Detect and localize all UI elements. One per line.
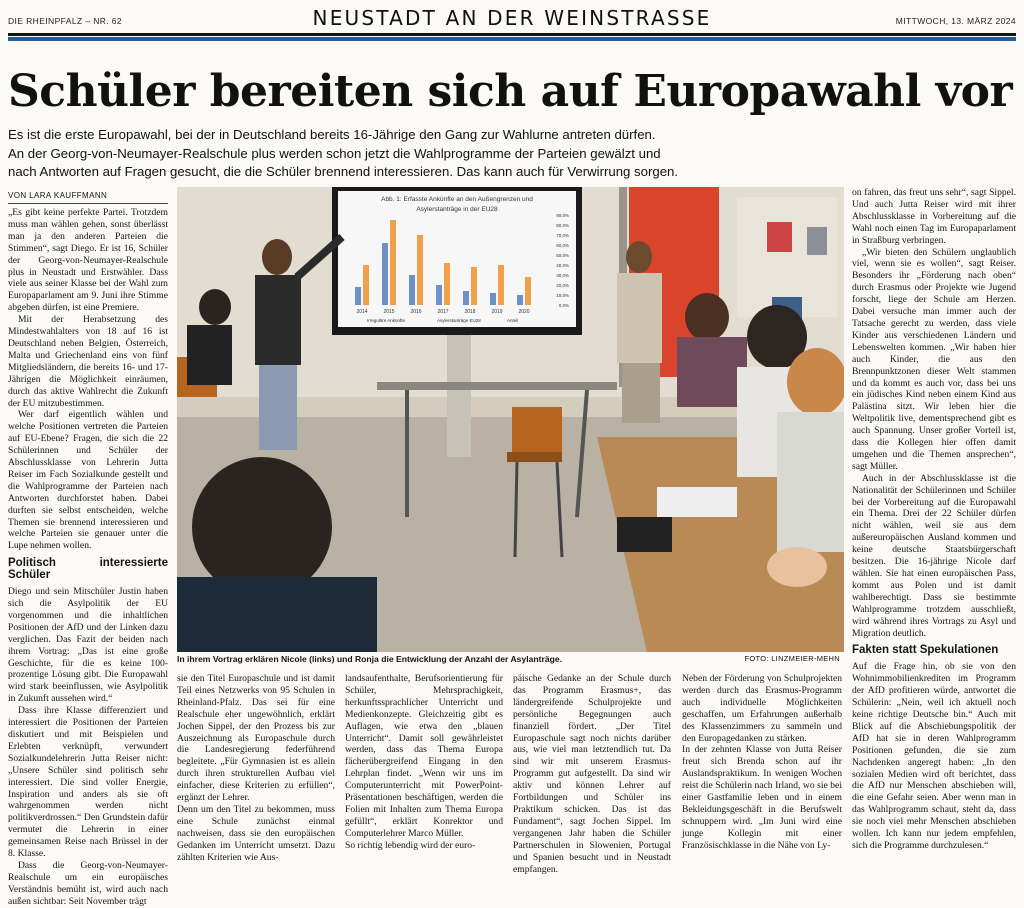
slide-bar — [471, 267, 477, 305]
paragraph: Auf die Frage hin, ob sie von den Wohnimmobilienkrediten im Programm der AfD profitieren würde, antwortet die Schülerin: „Nein, weil ich aktuell noch keine richtige Deutsche bin.“ Auch mit Blick auf die Abschiebungspolitik der AfD hat sie in deren Wahlprogramm Positionen gefunden, die sie zum Nachdenken angeregt haben: „In den sozialen Medien wird oft berichtet, dass die AfD nur Menschen abschieben will, die eine Gefahr seien. Aber wenn man in das Wahlprogramm schaut, steht da, dass sie noch viel mehr Menschen abschieben wollen. Ich kann nur jedem empfehlen, sich die Programme durchzulesen.“ — [852, 661, 1016, 851]
slide-axis-tick: 30,0% — [556, 273, 569, 278]
header-rule — [8, 33, 1016, 36]
newspaper-issue: DIE RHEINPFALZ – NR. 62 — [8, 16, 123, 26]
photo-caption — [177, 654, 844, 664]
slide-bar — [363, 265, 369, 305]
column-bottom-1 — [177, 673, 335, 864]
paragraph: Diego und sein Mitschüler Justin haben sich die Asylpolitik der EU vorgenommen und die inhaltlichen Positionen der AfD und der Linken dazu verglichen. Das Fazit der beiden nach ihrem Vortrag: „Das ist eine große Geschichte, für die es keine 100-prozentige Lösung gibt. Die Europawahl wird stark beeinflussen, wie Asylpolitik in Zukunft aussehen wird.“ — [8, 586, 168, 705]
lead-line: nach Antworten auf Fragen gesucht, die die Schüler brennend interessieren. Das kann auch für Verwirrung sorgen. — [8, 164, 679, 179]
paragraph: Dass ihre Klasse differenziert und interessiert die Positionen der Parteien diskutiert und mit Beispielen und Erlebten verknüpft, verwundert Sozialkundelehrerin Jutta Reiser nicht: „Unsere Schüler sind politisch sehr interessiert. Die sind voller Energie, Inspiration und anders als sie oft wahrgenommen werden nicht politikverdrossen.“ Den Grundstein dafür vermutet die Lehrerin in einer gemeinsamen Reise nach Brüssel in der 8. Klasse. — [8, 705, 168, 860]
lead-paragraph — [8, 126, 768, 182]
section-title: NEUSTADT AN DER WEINSTRASSE — [312, 6, 712, 30]
slide-year-label: 2018 — [464, 309, 476, 315]
slide-axis-tick: 60,0% — [556, 243, 569, 248]
slide-axis-tick: 20,0% — [556, 283, 569, 288]
slide-bar — [498, 265, 504, 305]
paragraph: on fahren, das freut uns sehr“, sagt Sippel. Und auch Jutta Reiser wird mit ihrer Abschlussklasse in Vorbereitung auf die Wahl noch einen Tag im Europaparlament in Straßburg verbringen. — [852, 187, 1016, 246]
slide-bar — [436, 285, 442, 305]
slide-bar — [409, 275, 415, 305]
author-byline: VON LARA KAUFFMANN — [8, 191, 108, 200]
caption-text: In ihrem Vortrag erklären Nicole (links) und Ronja die Entwicklung der Anzahl der Asylanträge. — [177, 654, 563, 664]
issue-date: MITTWOCH, 13. MÄRZ 2024 — [895, 16, 1016, 26]
slide-bar — [525, 277, 531, 305]
slide-year-label: 2015 — [383, 309, 395, 315]
header-accent-rule — [8, 37, 1016, 41]
subheading: Politisch interessierte Schüler — [8, 557, 168, 582]
paragraph: sie den Titel Europaschule und ist damit Teil eines Netzwerks von 95 Schulen in Rheinland-Pfalz. Das sei für eine Realschule eher ungewöhnlich, erklärt Jochen Sippel, der den Prozess bis zur Auszeichnung als Europaschule durch die Landesregierung federführend begleitete. „Für Gymnasien ist es allein durch ihren strukturellen Aufbau viel einfacher, diese Kriterien zu erfüllen“, ergänzt der Lehrer. Denn um den Titel zu bekommen, muss eine Schule zunächst einmal nachweisen, dass sie den europäischen Gedanken im Unterricht umsetzt. Dazu zählten Kriterien wie Aus- — [177, 673, 335, 863]
slide-legend-item: Irreguläre Ankünfte — [367, 318, 406, 323]
slide-axis-tick: 80,0% — [556, 223, 569, 228]
paragraph: landsaufenthalte, Berufsorientierung für Schüler, Mehrsprachigkeit, herkunftssprachlicher Unterricht und Medienkonzepte. Gleichzeitig gibt es Auflagen, wie etwa den „blauen Unterricht“. Damit soll gewährleistet werden, dass das Thema Europa fächerübergreifend Eingang in den Lehrplan findet. „Wenn wir uns im Computerunterricht mit PowerPoint-Präsentationen beschäftigen, werden die Folien mit Inhalten zum Thema Europa gefüllt“, erklärt Konrektor und Computerlehrer Marco Müller. So richtig lebendig wird der euro- — [345, 673, 503, 851]
slide-legend-item: Asylerstanträge EU28 — [437, 318, 481, 323]
slide-year-label: 2016 — [410, 309, 422, 315]
column-left — [8, 207, 168, 908]
slide-year-label: 2017 — [437, 309, 449, 315]
photo-credit: FOTO: LINZMEIER-MEHN — [744, 654, 840, 663]
paragraph: „Wir bieten den Schülern unglaublich viel, wenn sie es wollen“, sagt Reiser. Besonders ihr „Förderung nach oben“ durch Erasmus oder Projekte wie Jugend forscht, liege der Schule am Herzen. Dabei versuche man immer auch der Tatsache gerecht zu werden, dass viele Kinder aus verschiedenen Ländern und Lebenswelten kommen. „Wir haben hier auch Kinder, die aus den Brennpunktzonen dieser Welt stammen und da kommt es auch vor, dass bei uns ein jüdisches Kind neben einem Kind aus Palästina sitzt. Wir leben hier die Weltpolitik live, dementsprechend gibt es auch Spannung. Unser großer Vorteil ist, dass die Kollegen hier offen damit umgehen und die Themen ansprechen“, sagt Müller. — [852, 246, 1016, 472]
slide-bar — [417, 235, 423, 305]
slide-axis-tick: 10,0% — [556, 293, 569, 298]
paragraph: Dass die Georg-von-Neumayer-Realschule um ein europäisches Verständnis bemüht ist, wird auch nach außen sichtbar: Seit November trägt — [8, 859, 168, 907]
headline: Schüler bereiten sich auf Europawahl vor — [8, 66, 1013, 117]
slide-bar — [444, 263, 450, 305]
slide-bar — [463, 291, 469, 305]
paragraph: päische Gedanke an der Schule durch das Programm Erasmus+, das ländergreifende Schulprojekte und persönliche Begegnungen auch finanziell fördert. „Der Titel Europaschule sagt noch nichts darüber aus, wie viel man letztendlich tut. Da sind wir mit unserem Erasmus-Programm gut aufgestellt. Da sind wir aktiv und können Lehrer auf Fortbildungen und Schüler ins Praktikum schicken. Das ist das Fundament“, sagt Jochen Sippel. Im vergangenen Jahr haben die Schüler Partnerschulen in Slowenien, Portugal und Spanien besucht und in Neustadt empfangen. — [513, 673, 671, 875]
article-photo — [177, 187, 844, 652]
lead-line: Es ist die erste Europawahl, bei der in Deutschland bereits 16-Jährige den Gang zur Wahlurne antreten dürfen. — [8, 127, 656, 142]
slide-legend-item: Anteil — [507, 318, 519, 323]
column-right — [852, 187, 1016, 852]
slide-year-label: 2014 — [356, 309, 368, 315]
slide-bar — [490, 293, 496, 305]
paragraph: Wer darf eigentlich wählen und welche Positionen vertreten die Parteien auf EU-Ebene? Fragen, die sich die 22 Schülerinnen und Schüler der Abschlussklasse von Lehrerin Jutta Reiser im Fach Sozialkunde gestellt und die Wahlprogramme der Parteien nach Antworten durchforstet haben. Dabei durften sie selbst entscheiden, welche Themen sie brennend interessieren und welche Parteien sie genauer unter die Lupe nehmen wollen. — [8, 409, 168, 552]
paragraph: Neben der Förderung von Schulprojekten werden durch das Erasmus-Programm auch individuelle Möglichkeiten geschaffen, um Erfahrungen außerhalb des Klassenzimmers zu sammeln und den Europagedanken zu stärken. In der zehnten Klasse von Jutta Reiser freut sich Brenda schon auf ihr Auslandspraktikum. In wenigen Wochen reist die Schülerin nach Irland, wo sie bei einer Gastfamilie leben und in einem Bekleidungsgeschäft in die Berufswelt schnuppern wird. „Im Juni wird eine junge Kollegin mit einer Französischklasse in die Nähe von Ly- — [682, 673, 842, 851]
slide-title: Abb. 1: Erfasste Ankünfte an den Außengrenzen und — [381, 196, 533, 203]
slide-axis-tick: 90,0% — [556, 213, 569, 218]
slide-title: Asylerstanträge in der EU28 — [416, 206, 498, 213]
slide-bar — [355, 287, 361, 305]
column-bottom-3 — [513, 673, 671, 875]
slide-bar — [517, 295, 523, 305]
column-bottom-2 — [345, 673, 503, 852]
paragraph: „Es gibt keine perfekte Partei. Trotzdem muss man wählen gehen, sonst überlässt man ja den anderen Parteien die Stimmen“, sagt Diego. Er ist 16, Schüler der Georg-von-Neumayer-Realschule plus in Neustadt und Erstwähler. Dass viele aus seiner Klasse bei der Wahl zum Europaparlament am 9. Juni ihre Stimme abgeben dürfen, ist eine Premiere. — [8, 207, 168, 314]
byline-rule — [8, 203, 168, 204]
paragraph: Mit der Herabsetzung des Mindestwahlalters von 18 auf 16 ist Deutschland neben Belgien, Österreich, Malta und Griechenland eins von fünf Mitgliedsländern, die bereits 16- und 17-Jährigen die Möglichkeit einräumen, durch das aktive Wahlrecht die Zukunft der EU mitzubestimmen. — [8, 314, 168, 409]
lead-line: An der Georg-von-Neumayer-Realschule plus werden schon jetzt die Wahlprogramme der Parteien gewälzt und — [8, 145, 661, 161]
slide-bar — [382, 243, 388, 305]
paragraph: Auch in der Abschlussklasse ist die Nationalität der Schülerinnen und Schüler bei der Vorbereitung auf die Europawahl ein Thema. Drei der 22 Schüler dürfen nicht wählen, weil sie aus dem außereuropäischen Ausland kommen und keine deutsche Staatsbürgerschaft besitzen. Die 16-jährige Nicole darf wählen. Sie hat einen europäischen Pass, kommt aus Polen und ist damit wahlberechtigt. Dass sie bestimmte Wahlprogramme trotzdem ausschließt, wird während ihres Vortrags zu Asyl und Migration deutlich. — [852, 472, 1016, 639]
slide-bar — [390, 220, 396, 305]
slide-year-label: 2019 — [491, 309, 503, 315]
slide-axis-tick: 70,0% — [556, 233, 569, 238]
subheading: Fakten statt Spekulationen — [852, 644, 999, 657]
column-bottom-4 — [682, 673, 842, 852]
slide-year-label: 2020 — [518, 309, 530, 315]
slide-axis-tick: 0,0% — [558, 303, 569, 308]
slide-axis-tick: 50,0% — [556, 253, 569, 258]
classroom-photo — [177, 187, 844, 652]
slide-axis-tick: 40,0% — [556, 263, 569, 268]
